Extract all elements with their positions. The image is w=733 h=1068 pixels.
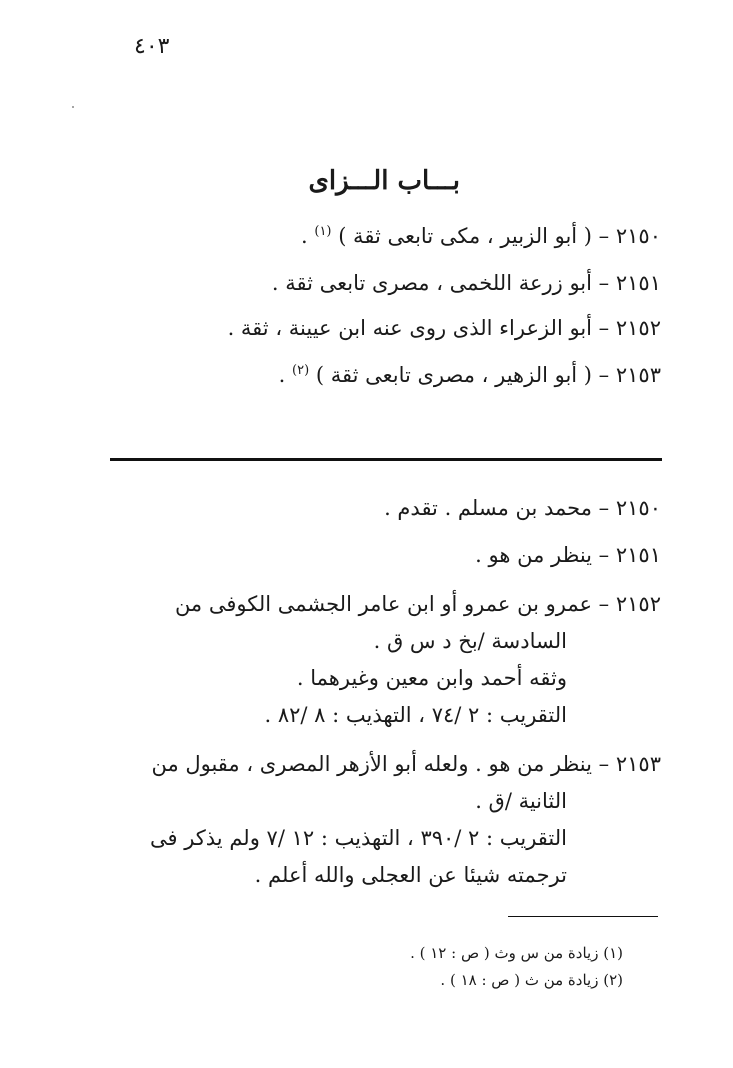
note-text: ينظر من هو . ولعله أبو الأزهر المصرى ، مقبول من: [151, 752, 592, 776]
entry-text: ( أبو الزهير ، مصرى تابعى ثقة ): [315, 363, 592, 387]
section-divider: [110, 458, 662, 461]
note-2151: [475, 543, 661, 567]
entry-dash: –: [592, 224, 610, 248]
note-dash: –: [592, 752, 610, 776]
note-number: ٢١٥٢: [615, 592, 661, 616]
entry-2151: [272, 271, 661, 295]
note-number: ٢١٥١: [615, 543, 661, 567]
footnote-1: (١) زيادة من س وث ( ص : ١٢ ) .: [410, 944, 623, 962]
footnote-2: (٢) زيادة من ث ( ص : ١٨ ) .: [440, 971, 623, 989]
note-dash: –: [592, 496, 610, 520]
footnote-divider: [508, 916, 658, 917]
note-line: التقريب : ٢ /٧٤ ، التهذيب : ٨ /٨٢ .: [264, 703, 567, 727]
note-dash: –: [592, 543, 610, 567]
note-2152: [105, 586, 661, 734]
note-line: وثقه أحمد وابن معين وغيرهما .: [296, 666, 567, 690]
note-line: ترجمته شيئا عن العجلى والله أعلم .: [254, 863, 567, 887]
note-text: محمد بن مسلم . تقدم .: [384, 496, 592, 520]
entry-number: ٢١٥٣: [615, 363, 661, 387]
entry-number: ٢١٥١: [615, 271, 661, 295]
entry-2153: [279, 363, 661, 387]
note-line: [105, 746, 661, 783]
note-dash: –: [592, 592, 610, 616]
note-line: [105, 586, 661, 623]
entry-end: .: [278, 363, 292, 387]
entry-text: ( أبو الزبير ، مكى تابعى ثقة ): [338, 224, 592, 248]
footnote-ref: (٢): [292, 363, 310, 378]
note-line: السادسة /بخ د س ق .: [373, 629, 567, 653]
entry-end: .: [301, 224, 315, 248]
entry-number: ٢١٥٠: [615, 224, 661, 248]
scan-speck: [72, 106, 74, 108]
note-2150: [384, 496, 661, 520]
entry-text: أبو زرعة اللخمى ، مصرى تابعى ثقة .: [271, 271, 592, 295]
entry-2152: [228, 316, 661, 340]
note-line: التقريب : ٢ /٣٩٠ ، التهذيب : ١٢ /٧ ولم يذكر فى: [149, 826, 567, 850]
entry-dash: –: [592, 363, 610, 387]
entry-2150: [301, 224, 661, 248]
entry-number: ٢١٥٢: [615, 316, 661, 340]
entry-text: أبو الزعراء الذى روى عنه ابن عيينة ، ثقة .: [227, 316, 592, 340]
entry-dash: –: [592, 271, 610, 295]
note-number: ٢١٥٠: [615, 496, 661, 520]
footnote-ref: (١): [314, 224, 332, 239]
entry-dash: –: [592, 316, 610, 340]
note-text: ينظر من هو .: [475, 543, 592, 567]
note-number: ٢١٥٣: [615, 752, 661, 776]
chapter-title: بـــاب الـــزاى: [308, 166, 460, 196]
page-number: ٤٠٣: [134, 34, 170, 59]
note-text: عمرو بن عمرو أو ابن عامر الجشمى الكوفى من: [174, 592, 592, 616]
note-line: الثانية /ق .: [475, 789, 567, 813]
note-2153: [105, 746, 661, 894]
